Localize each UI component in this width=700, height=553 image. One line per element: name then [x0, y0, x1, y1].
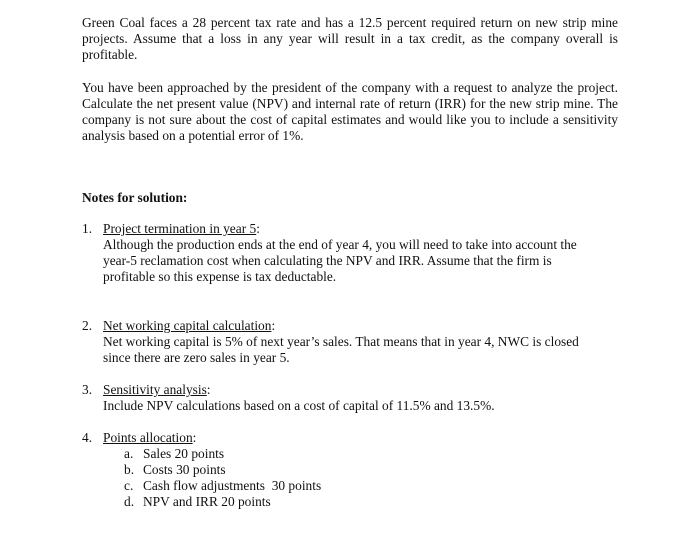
list-item: [124, 446, 321, 462]
note-title-wrap: [103, 430, 196, 446]
note-body: Net working capital is 5% of next year’s sales. That means that in year 4, NWC is closed since there are zero sales in year 5.: [103, 334, 579, 365]
list-item-letter: b.: [124, 462, 135, 477]
note-title: Project termination in year 5: [103, 221, 257, 236]
list-item-letter: c.: [124, 478, 134, 493]
note-title: Net working capital calculation: [103, 318, 272, 333]
notes-heading: Notes for solution:: [82, 190, 188, 205]
intro-paragraph: Green Coal faces a 28 percent tax rate and has a 12.5 percent required return on new strip mine projects. Assume that a loss in any year will result in a tax credit, as the company overall is profitable.: [82, 15, 618, 62]
note-title-colon: :: [192, 430, 197, 445]
note-number: 3.: [82, 382, 93, 397]
list-item-letter: a.: [124, 446, 134, 461]
list-item: [124, 462, 321, 478]
note-body: Include NPV calculations based on a cost of capital of 11.5% and 13.5%.: [103, 398, 495, 413]
note-body: Although the production ends at the end of year 4, you will need to take into account the year-5 reclamation cost when calculating the NPV and IRR. Assume that the firm is profitable so this expense is tax deductable.: [103, 237, 577, 284]
list-item-text: NPV and IRR 20 points: [143, 494, 271, 509]
note-title-colon: :: [271, 318, 276, 333]
note-title-wrap: [103, 318, 275, 334]
list-item-text: Sales 20 points: [143, 446, 225, 461]
note-title-wrap: [103, 221, 260, 237]
note-number: 4.: [82, 430, 93, 445]
list-item-text: Costs 30 points: [143, 462, 226, 477]
note-title-colon: :: [206, 382, 211, 397]
list-item: [124, 478, 321, 494]
note-number: 1.: [82, 221, 93, 236]
note-number: 2.: [82, 318, 93, 333]
request-paragraph: You have been approached by the president of the company with a request to analyze the project. Calculate the net present value (NPV) and internal rate of return (IRR) for the new strip mine. The company is not sure about the cost of capital estimates and would like you to include a sensitivity analysis based on a potential error of 1%.: [82, 80, 618, 143]
list-item: [124, 494, 321, 510]
note-title-wrap: [103, 382, 211, 398]
note-title: Points allocation: [103, 430, 193, 445]
note-title: Sensitivity analysis: [103, 382, 207, 397]
list-item-text: Cash flow adjustments 30 points: [143, 478, 322, 493]
points-list: [124, 446, 321, 510]
list-item-letter: d.: [124, 494, 135, 509]
note-title-colon: :: [256, 221, 260, 236]
